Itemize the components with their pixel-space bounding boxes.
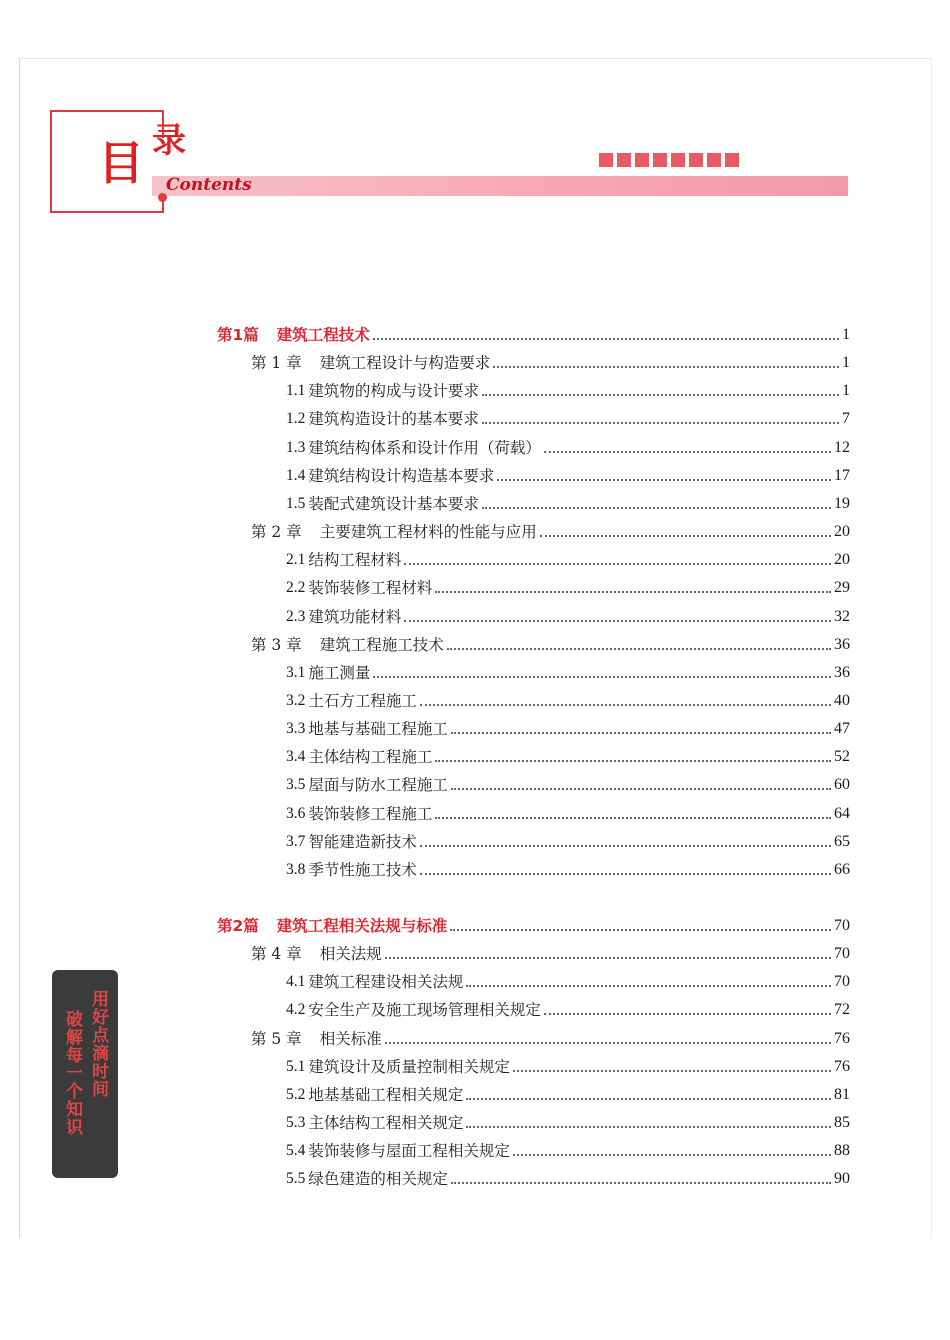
toc-entry-page: 1 [842,354,850,371]
dot-leader [373,676,831,678]
toc-entry-title: 地基基础工程相关规定 [308,1086,464,1104]
toc-entry-title: 土石方工程施工 [308,692,417,710]
toc-entry-title: 地基与基础工程施工 [308,720,448,738]
square-decoration [689,153,703,167]
toc-entry-number: 1.4 [286,467,306,484]
toc-entry-section[interactable] [286,718,850,740]
toc-entry-label [286,606,401,628]
toc-entry-label [286,577,432,599]
toc-entry-label [286,380,479,402]
toc-entry-page: 1 [842,382,850,399]
dot-leader [420,845,831,847]
toc-entry-section[interactable] [286,493,850,515]
dot-leader [513,1070,831,1072]
toc-entry-label [251,943,382,965]
toc-entry-page: 32 [834,608,850,625]
toc-entry-title: 主体结构工程施工 [308,748,433,766]
dot-leader [404,563,831,565]
dot-leader [540,535,831,537]
toc-entry-page: 12 [834,439,850,456]
toc-entry-title: 相关标准 [319,1030,382,1048]
dot-leader [451,1182,831,1184]
toc-entry-section[interactable] [286,408,850,430]
toc-entry-page: 85 [834,1114,850,1131]
toc-entry-number: 5.4 [286,1142,306,1159]
toc-entry-title: 装饰装修与屋面工程相关规定 [308,1142,510,1160]
toc-entry-number: 3.5 [286,776,306,793]
toc-entry-label [251,634,444,656]
dot-leader [435,591,831,593]
toc-entry-chapter[interactable] [251,352,850,374]
toc-entry-title: 装配式建筑设计基本要求 [308,495,479,513]
toc-entry-chapter[interactable] [251,521,850,543]
page-edge-top [18,58,932,59]
toc-entry-page: 20 [834,551,850,568]
dot-leader [435,817,831,819]
toc-entry-number: 5.3 [286,1114,306,1131]
toc-entry-number: 3.1 [286,664,306,681]
toc-entry-number: 3.7 [286,833,306,850]
page-edge-right [931,58,932,1238]
toc-entry-title: 装饰装修工程材料 [308,579,433,597]
toc-entry-label [286,831,417,853]
dot-leader [373,338,839,340]
toc-entry-number: 3.2 [286,692,306,709]
square-decoration [725,153,739,167]
dot-leader [466,985,831,987]
toc-entry-label [217,324,370,346]
toc-entry-title: 建筑设计及质量控制相关规定 [308,1058,510,1076]
toc-entry-page: 88 [834,1142,850,1159]
toc-entry-number: 1.5 [286,495,306,512]
square-decoration [707,153,721,167]
toc-entry-title: 绿色建造的相关规定 [308,1170,448,1188]
toc-entry-page: 36 [834,636,850,653]
dot-leader [451,788,831,790]
toc-entry-title: 主体结构工程相关规定 [308,1114,464,1132]
toc-entry-section[interactable] [286,1084,850,1106]
toc-entry-title: 装饰装修工程施工 [308,805,433,823]
toc-entry-chapter[interactable] [251,634,850,656]
toc-entry-part[interactable] [217,915,850,937]
toc-entry-title: 屋面与防水工程施工 [308,776,448,794]
dot-leader [451,732,831,734]
toc-entry-page: 52 [834,748,850,765]
toc-entry-number: 2.2 [286,579,306,596]
toc-entry-page: 76 [834,1030,850,1047]
toc-entry-chapter[interactable] [251,1028,850,1050]
toc-entry-page: 60 [834,776,850,793]
toc-entry-number: 1.1 [286,382,306,399]
toc-entry-label [251,521,537,543]
dot-leader [450,929,831,931]
toc-entry-page: 47 [834,720,850,737]
toc-entry-title: 建筑工程建设相关法规 [308,973,464,991]
dot-leader [404,620,831,622]
toc-entry-title: 建筑工程设计与构造要求 [319,354,491,372]
toc-entry-section[interactable] [286,774,850,796]
toc-entry-number: 2.1 [286,551,306,568]
toc-entry-section[interactable] [286,1140,850,1162]
dot-leader [482,394,839,396]
toc-entry-page: 36 [834,664,850,681]
toc-entry-number: 3.3 [286,720,306,737]
toc-entry-page: 29 [834,579,850,596]
toc-entry-title: 相关法规 [319,945,382,963]
toc-entry-section[interactable] [286,803,850,825]
toc-entry-title: 建筑功能材料 [308,608,402,626]
toc-entry-label [286,662,370,684]
toc-entry-title: 施工测量 [308,664,371,682]
toc-entry-title: 季节性施工技术 [308,861,417,879]
toc-entry-label [286,774,448,796]
toc-entry-number: 1.2 [286,410,306,427]
toc-entry-page: 64 [834,805,850,822]
toc-entry-page: 90 [834,1170,850,1187]
toc-entry-label [286,1056,510,1078]
toc-entry-section[interactable] [286,859,850,881]
square-decoration [671,153,685,167]
toc-entry-number: 第 2 章 [251,523,302,541]
toc-entry-section[interactable] [286,662,850,684]
dot-leader [420,873,831,875]
dot-leader [497,479,831,481]
toc-entry-label [286,1112,463,1134]
square-decoration [635,153,649,167]
toc-entry-part[interactable] [217,324,850,346]
toc-entry-number: 3.4 [286,748,306,765]
toc-entry-number: 第 1 章 [251,354,302,372]
toc-entry-page: 7 [842,410,850,427]
decorative-squares [599,153,739,167]
title-char-mu: 目 [98,136,144,190]
toc-entry-title: 智能建造新技术 [308,833,417,851]
dot-leader [385,1042,831,1044]
toc-entry-number: 第1篇 [217,326,259,344]
toc-entry-section[interactable] [286,549,850,571]
dot-leader [513,1154,831,1156]
side-tab-line-1: 用好点滴时间 [88,990,108,1098]
toc-entry-page: 70 [834,945,850,962]
toc-entry-page: 1 [842,326,850,343]
toc-entry-page: 66 [834,861,850,878]
toc-entry-number: 5.2 [286,1086,306,1103]
toc-entry-number: 3.8 [286,861,306,878]
toc-entry-label [286,803,432,825]
toc-entry-section[interactable] [286,577,850,599]
toc-entry-title: 建筑构造设计的基本要求 [308,410,479,428]
toc-entry-label [286,999,541,1021]
toc-entry-number: 1.3 [286,439,306,456]
toc-entry-number: 4.2 [286,1001,306,1018]
toc-entry-section[interactable] [286,831,850,853]
toc-entry-label [286,1140,510,1162]
toc-entry-label [217,915,447,937]
toc-entry-page: 70 [834,917,850,934]
toc-entry-section[interactable] [286,465,850,487]
toc-entry-label [286,465,494,487]
toc-entry-number: 第2篇 [217,917,259,935]
toc-entry-title: 主要建筑工程材料的性能与应用 [319,523,537,541]
toc-entry-page: 40 [834,692,850,709]
toc-entry-page: 72 [834,1001,850,1018]
dot-leader [482,507,831,509]
toc-entry-label [286,549,401,571]
toc-entry-page: 19 [834,495,850,512]
toc-entry-section[interactable] [286,999,850,1021]
toc-entry-page: 17 [834,467,850,484]
toc-entry-title: 建筑工程施工技术 [319,636,444,654]
toc-entry-label [286,408,479,430]
toc-entry-label [251,1028,382,1050]
dot-leader [435,760,831,762]
toc-entry-number: 5.1 [286,1058,306,1075]
toc-entry-chapter[interactable] [251,943,850,965]
toc-entry-number: 第 5 章 [251,1030,302,1048]
toc-entry-page: 70 [834,973,850,990]
toc-entry-label [286,1084,463,1106]
toc-entry-label [286,1168,448,1190]
toc-entry-number: 2.3 [286,608,306,625]
toc-entry-title: 建筑物的构成与设计要求 [308,382,479,400]
dot-leader [544,1013,831,1015]
toc-entry-number: 5.5 [286,1170,306,1187]
toc-entry-label [286,718,448,740]
toc-entry-section[interactable] [286,606,850,628]
toc-entry-section[interactable] [286,746,850,768]
toc-entry-label [286,493,479,515]
dot-leader [466,1126,831,1128]
toc-entry-page: 81 [834,1086,850,1103]
toc-entry-title: 建筑结构设计构造基本要求 [308,467,495,485]
toc-entry-section[interactable] [286,380,850,402]
dot-leader [544,451,831,453]
toc-entry-label [286,971,463,993]
toc-entry-number: 第 3 章 [251,636,302,654]
side-tab-line-2: 破解每一个知识 [62,1010,82,1136]
toc-entry-section[interactable] [286,1112,850,1134]
toc-entry-title: 建筑工程相关法规与标准 [276,917,448,935]
dot-leader [420,704,831,706]
toc-entry-number: 第 4 章 [251,945,302,963]
toc-entry-page: 65 [834,833,850,850]
toc-entry-page: 20 [834,523,850,540]
square-decoration [599,153,613,167]
toc-entry-section[interactable] [286,1056,850,1078]
dot-leader [385,957,831,959]
square-decoration [653,153,667,167]
title-char-lu: 录 [152,121,186,161]
toc-entry-section[interactable] [286,437,850,459]
title-contents: Contents [166,175,252,195]
toc-entry-page: 76 [834,1058,850,1075]
dot-leader [447,648,831,650]
toc-entry-label [286,437,541,459]
header-band [152,176,848,196]
toc-entry-title: 建筑工程技术 [276,326,370,344]
dot-leader [466,1098,831,1100]
toc-entry-section[interactable] [286,1168,850,1190]
toc-entry-label [286,746,432,768]
toc-entry-title: 安全生产及施工现场管理相关规定 [308,1001,541,1019]
dot-leader [482,422,839,424]
toc-entry-label [286,859,417,881]
toc-entry-number: 3.6 [286,805,306,822]
toc-entry-label [251,352,490,374]
dot-leader [493,366,839,368]
toc-entry-title: 结构工程材料 [308,551,402,569]
toc-entry-section[interactable] [286,971,850,993]
toc-entry-section[interactable] [286,690,850,712]
square-decoration [617,153,631,167]
toc-entry-title: 建筑结构体系和设计作用（荷载） [308,439,541,457]
page-edge-left [19,58,20,1238]
toc-entry-number: 4.1 [286,973,306,990]
toc-entry-label [286,690,417,712]
